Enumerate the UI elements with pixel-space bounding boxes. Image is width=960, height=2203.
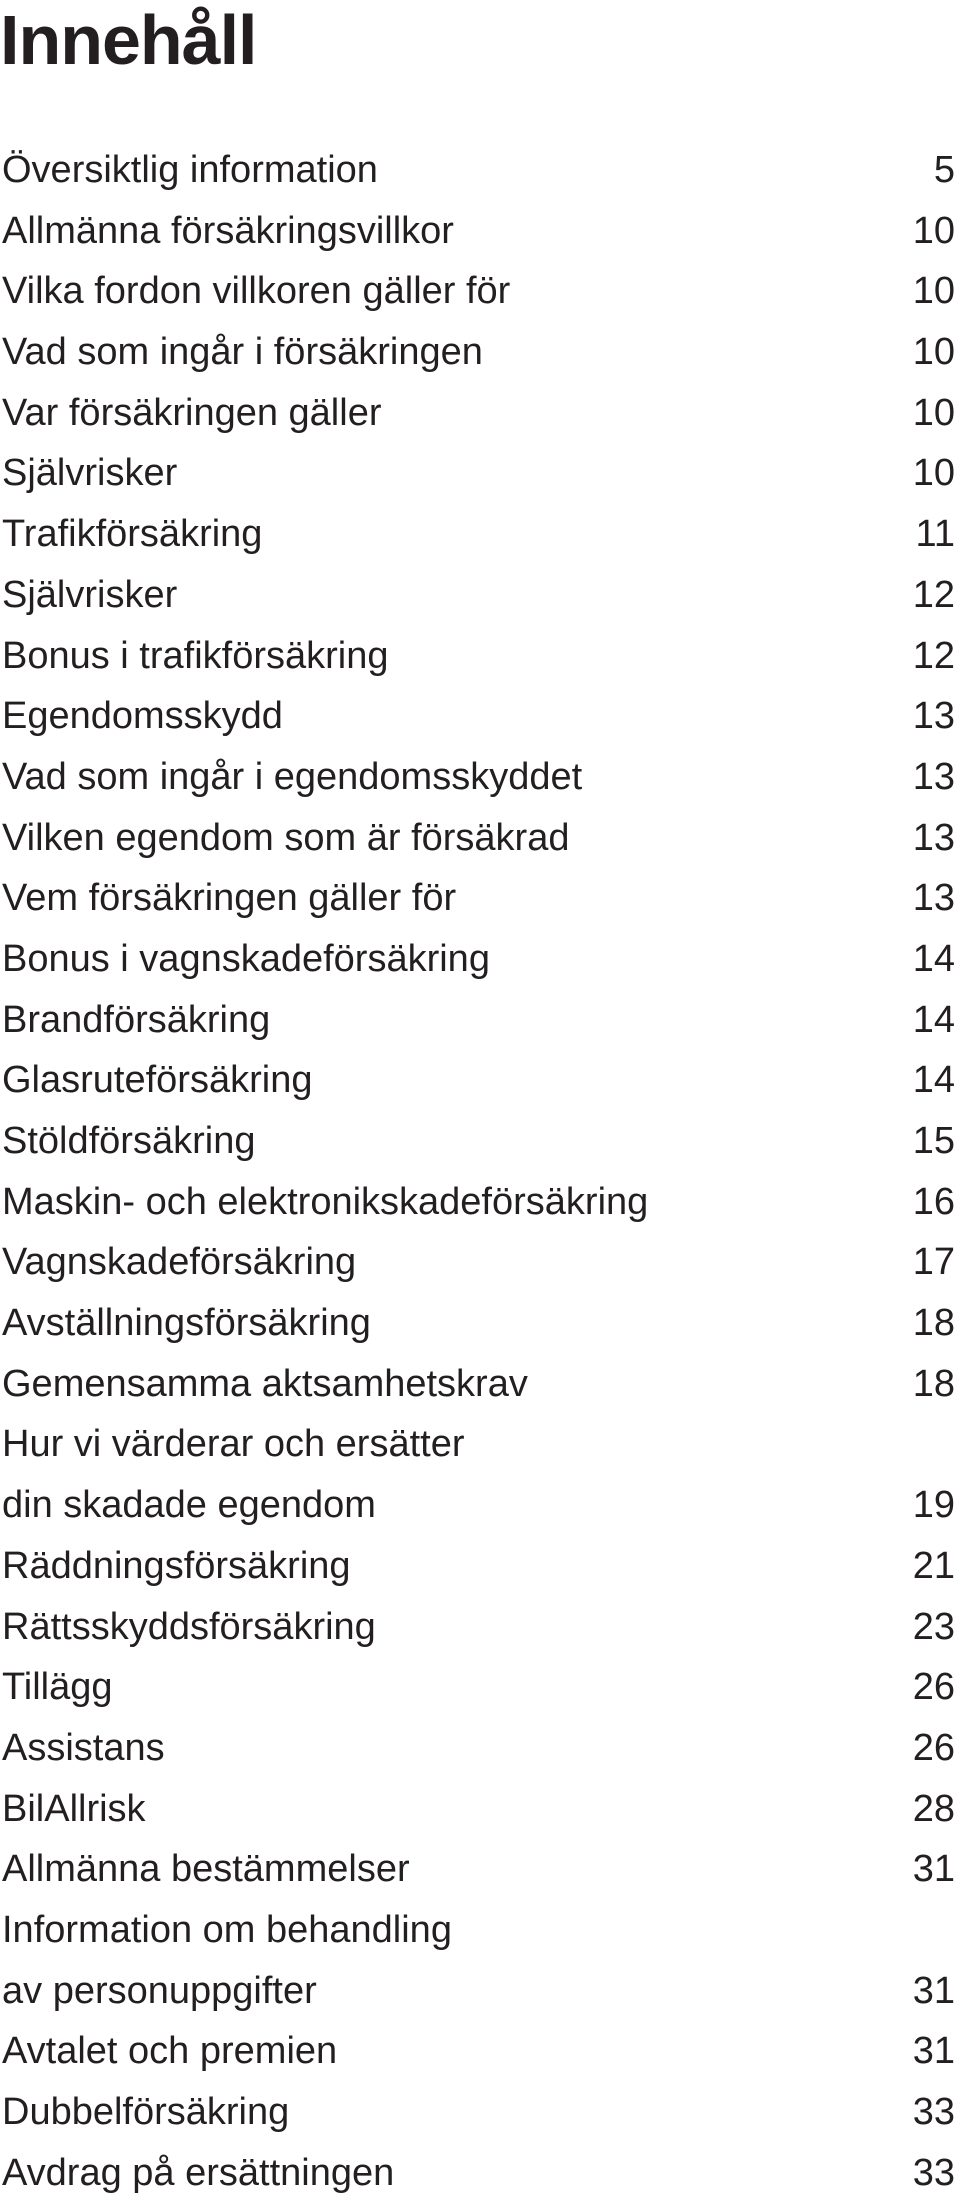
toc-entry-page-number: 10 xyxy=(912,391,955,434)
toc-entry-page-number: 18 xyxy=(912,1362,955,1405)
toc-entry-title: Översiktlig information xyxy=(2,149,378,191)
toc-entry[interactable] xyxy=(0,1050,955,1111)
toc-entry-page-number: 13 xyxy=(912,695,955,738)
toc-entry-title: Gemensamma aktsamhetskrav xyxy=(2,1362,528,1405)
toc-entry-title: Vagnskadeförsäkring xyxy=(2,1241,357,1284)
toc-entry-title: Vad som ingår i försäkringen xyxy=(2,331,483,374)
toc-entry-title: Brandförsäkring xyxy=(2,998,271,1041)
toc-entry-page-number: 33 xyxy=(912,2091,955,2133)
toc-entry[interactable] xyxy=(0,1536,955,1597)
toc-entry-page-number: 10 xyxy=(912,331,955,374)
toc-entry-page-number: 18 xyxy=(912,1302,955,1345)
toc-entry-page-number: 14 xyxy=(912,998,955,1041)
toc-entry-page-number: 26 xyxy=(912,1666,955,1709)
toc-entry-page-number: 31 xyxy=(912,1969,955,2012)
toc-entry-page-number: 10 xyxy=(912,270,955,313)
page-title: Innehåll xyxy=(0,1,257,79)
toc-entry-title: Allmänna försäkringsvillkor xyxy=(2,209,454,252)
toc-entry-title: Egendomsskydd xyxy=(2,695,283,738)
toc-entry-page-number: 12 xyxy=(912,634,955,677)
toc-entry[interactable] xyxy=(0,443,955,504)
toc-entry[interactable] xyxy=(0,2021,955,2082)
toc-entry-title: Avtalet och premien xyxy=(2,2030,338,2073)
toc-entry-page-number: 21 xyxy=(912,1544,955,1587)
toc-entry-title: Dubbelförsäkring xyxy=(2,2091,290,2133)
toc-entry-page-number: 28 xyxy=(912,1787,955,1830)
toc-entry-page-number: 26 xyxy=(912,1726,955,1769)
toc-entry-page-number: 13 xyxy=(912,755,955,798)
toc-entry-title: din skadade egendom xyxy=(2,1484,376,1527)
toc-entry-page-number: 17 xyxy=(912,1241,955,1284)
toc-entry[interactable] xyxy=(0,1597,955,1658)
toc-entry[interactable] xyxy=(0,1961,955,2022)
toc-entry-page-number: 11 xyxy=(915,513,955,556)
toc-entry[interactable] xyxy=(0,929,955,990)
toc-entry-page-number: 14 xyxy=(912,1059,955,1102)
toc-entry-page-number: 16 xyxy=(912,1180,955,1223)
table-of-contents xyxy=(0,140,955,2203)
toc-entry-title: Självrisker xyxy=(2,452,178,495)
toc-entry-page-number: 23 xyxy=(912,1605,955,1648)
toc-entry-title: Assistans xyxy=(2,1726,165,1769)
toc-entry[interactable] xyxy=(0,504,955,565)
toc-entry[interactable] xyxy=(0,1475,955,1536)
toc-entry-title: Hur vi värderar och ersätter xyxy=(2,1423,465,1466)
toc-entry[interactable] xyxy=(0,201,955,262)
toc-entry[interactable] xyxy=(0,1111,955,1172)
toc-entry[interactable] xyxy=(0,565,955,626)
toc-entry[interactable] xyxy=(0,686,955,747)
toc-entry-title: Bonus i trafikförsäkring xyxy=(2,634,389,677)
toc-entry-title: Maskin- och elektronikskadeförsäkring xyxy=(2,1180,649,1223)
toc-entry[interactable] xyxy=(0,1354,955,1415)
toc-entry-title: Rättsskyddsförsäkring xyxy=(2,1605,376,1648)
toc-entry[interactable] xyxy=(0,1657,955,1718)
toc-entry-title: Avdrag på ersättningen xyxy=(2,2151,395,2194)
toc-entry-title: Räddningsförsäkring xyxy=(2,1544,351,1587)
toc-entry[interactable] xyxy=(0,1414,955,1475)
toc-entry-title: Glasruteförsäkring xyxy=(2,1059,313,1102)
toc-entry-title: Vad som ingår i egendomsskyddet xyxy=(2,755,583,798)
toc-entry[interactable] xyxy=(0,1718,955,1779)
toc-entry-page-number: 15 xyxy=(912,1120,955,1162)
toc-entry[interactable] xyxy=(0,2143,955,2203)
toc-entry-page-number: 10 xyxy=(912,209,955,252)
toc-entry[interactable] xyxy=(0,261,955,322)
toc-entry-title: Vem försäkringen gäller för xyxy=(2,877,457,920)
toc-entry-page-number: 10 xyxy=(912,452,955,495)
toc-entry-title: Trafikförsäkring xyxy=(2,513,263,556)
toc-entry-page-number: 31 xyxy=(912,1848,955,1891)
toc-entry[interactable] xyxy=(0,1839,955,1900)
toc-entry[interactable] xyxy=(0,1779,955,1840)
toc-entry-page-number: 13 xyxy=(912,877,955,920)
toc-entry-title: BilAllrisk xyxy=(2,1787,146,1830)
toc-entry[interactable] xyxy=(0,1293,955,1354)
toc-entry-title: Bonus i vagnskadeförsäkring xyxy=(2,937,490,980)
toc-entry-title: Vilka fordon villkoren gäller för xyxy=(2,270,511,313)
toc-entry[interactable] xyxy=(0,1900,955,1961)
toc-entry-page-number: 12 xyxy=(912,573,955,616)
toc-entry-title: Vilken egendom som är försäkrad xyxy=(2,816,570,859)
toc-entry-page-number: 19 xyxy=(912,1484,955,1527)
toc-entry[interactable] xyxy=(0,990,955,1051)
toc-entry-page-number: 13 xyxy=(912,816,955,859)
toc-entry-page-number: 5 xyxy=(933,149,955,191)
toc-entry-title: Allmänna bestämmelser xyxy=(2,1848,410,1891)
toc-entry-title: Självrisker xyxy=(2,573,178,616)
toc-entry-title: Stöldförsäkring xyxy=(2,1120,256,1162)
toc-entry[interactable] xyxy=(0,383,955,444)
toc-entry-title: av personuppgifter xyxy=(2,1969,317,2012)
toc-entry[interactable] xyxy=(0,868,955,929)
toc-entry[interactable] xyxy=(0,808,955,869)
toc-entry-page-number: 31 xyxy=(912,2030,955,2073)
toc-entry[interactable] xyxy=(0,140,955,201)
toc-entry[interactable] xyxy=(0,1232,955,1293)
toc-entry-page-number: 14 xyxy=(912,937,955,980)
toc-entry[interactable] xyxy=(0,747,955,808)
toc-entry[interactable] xyxy=(0,2082,955,2143)
toc-entry-title: Tillägg xyxy=(2,1666,113,1709)
toc-entry-title: Information om behandling xyxy=(2,1908,452,1951)
toc-entry[interactable] xyxy=(0,626,955,687)
toc-entry[interactable] xyxy=(0,1172,955,1233)
toc-entry-title: Var försäkringen gäller xyxy=(2,391,382,434)
toc-entry-title: Avställningsförsäkring xyxy=(2,1302,371,1345)
toc-entry-page-number: 33 xyxy=(912,2151,955,2194)
toc-entry[interactable] xyxy=(0,322,955,383)
